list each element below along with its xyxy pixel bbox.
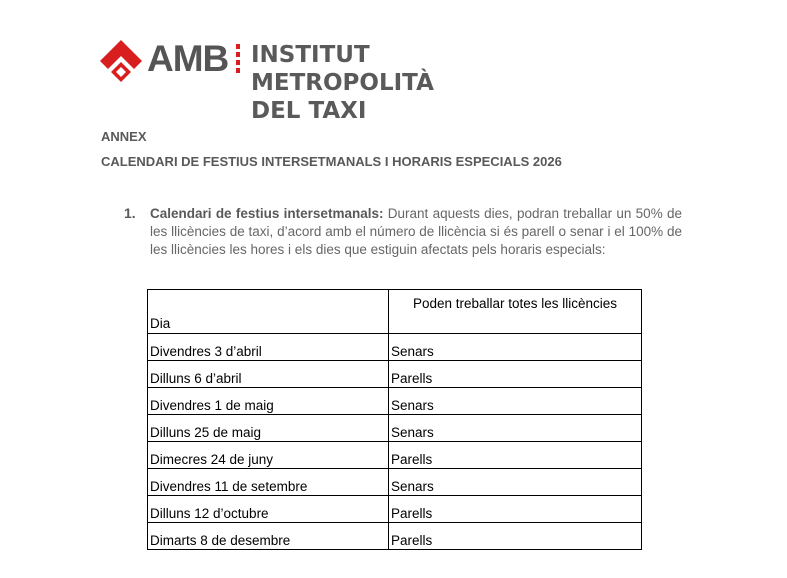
table-row (148, 496, 642, 523)
holidays-table (147, 289, 642, 550)
row-day: Dilluns 6 d’abril (148, 361, 389, 388)
table-row (148, 361, 642, 388)
logo-divider (236, 44, 240, 74)
row-licences: Parells (389, 496, 642, 523)
row-licences: Senars (389, 334, 642, 361)
section-number: 1. (124, 205, 136, 221)
amb-taxi-logo (100, 38, 434, 128)
row-licences: Senars (389, 469, 642, 496)
row-licences: Senars (389, 388, 642, 415)
section-paragraph (150, 205, 682, 259)
row-day: Dimecres 24 de juny (148, 442, 389, 469)
logo-name-line-3: DEL TAXI (251, 98, 367, 124)
row-licences: Parells (389, 442, 642, 469)
row-licences: Parells (389, 523, 642, 550)
table-row (148, 523, 642, 550)
row-day: Divendres 3 d’abril (148, 334, 389, 361)
table-row (148, 469, 642, 496)
annex-label: ANNEX (101, 129, 147, 144)
logo-name-line-2: METROPOLITÀ (251, 70, 434, 96)
amb-diamond-logo-icon (100, 40, 142, 84)
row-day: Dilluns 12 d’octubre (148, 496, 389, 523)
logo-institute-name (251, 41, 434, 125)
table-row (148, 334, 642, 361)
table-row (148, 415, 642, 442)
row-day: Divendres 11 de setembre (148, 469, 389, 496)
logo-name-line-1: INSTITUT (251, 42, 370, 68)
section-body: Durant aquests dies, podran treballar un 50% de les llicències de taxi, d’acord amb el número de llicència si és parell o senar i el 100% de les llicències les hores i els dies que estiguin afectats pels horaris especials: (150, 206, 683, 257)
header-day: Dia (148, 290, 389, 334)
row-day: Divendres 1 de maig (148, 388, 389, 415)
section-lead: Calendari de festius intersetmanals: (150, 206, 384, 221)
row-day: Dilluns 25 de maig (148, 415, 389, 442)
row-day: Dimarts 8 de desembre (148, 523, 389, 550)
calendar-title: CALENDARI DE FESTIUS INTERSETMANALS I HORARIS ESPECIALS 2026 (101, 154, 562, 169)
logo-brand-text: AMB (147, 38, 229, 79)
table-header-row (148, 290, 642, 334)
table-row (148, 442, 642, 469)
header-all-licences: Poden treballar totes les llicències (389, 290, 642, 334)
table-row (148, 388, 642, 415)
row-licences: Parells (389, 361, 642, 388)
row-licences: Senars (389, 415, 642, 442)
